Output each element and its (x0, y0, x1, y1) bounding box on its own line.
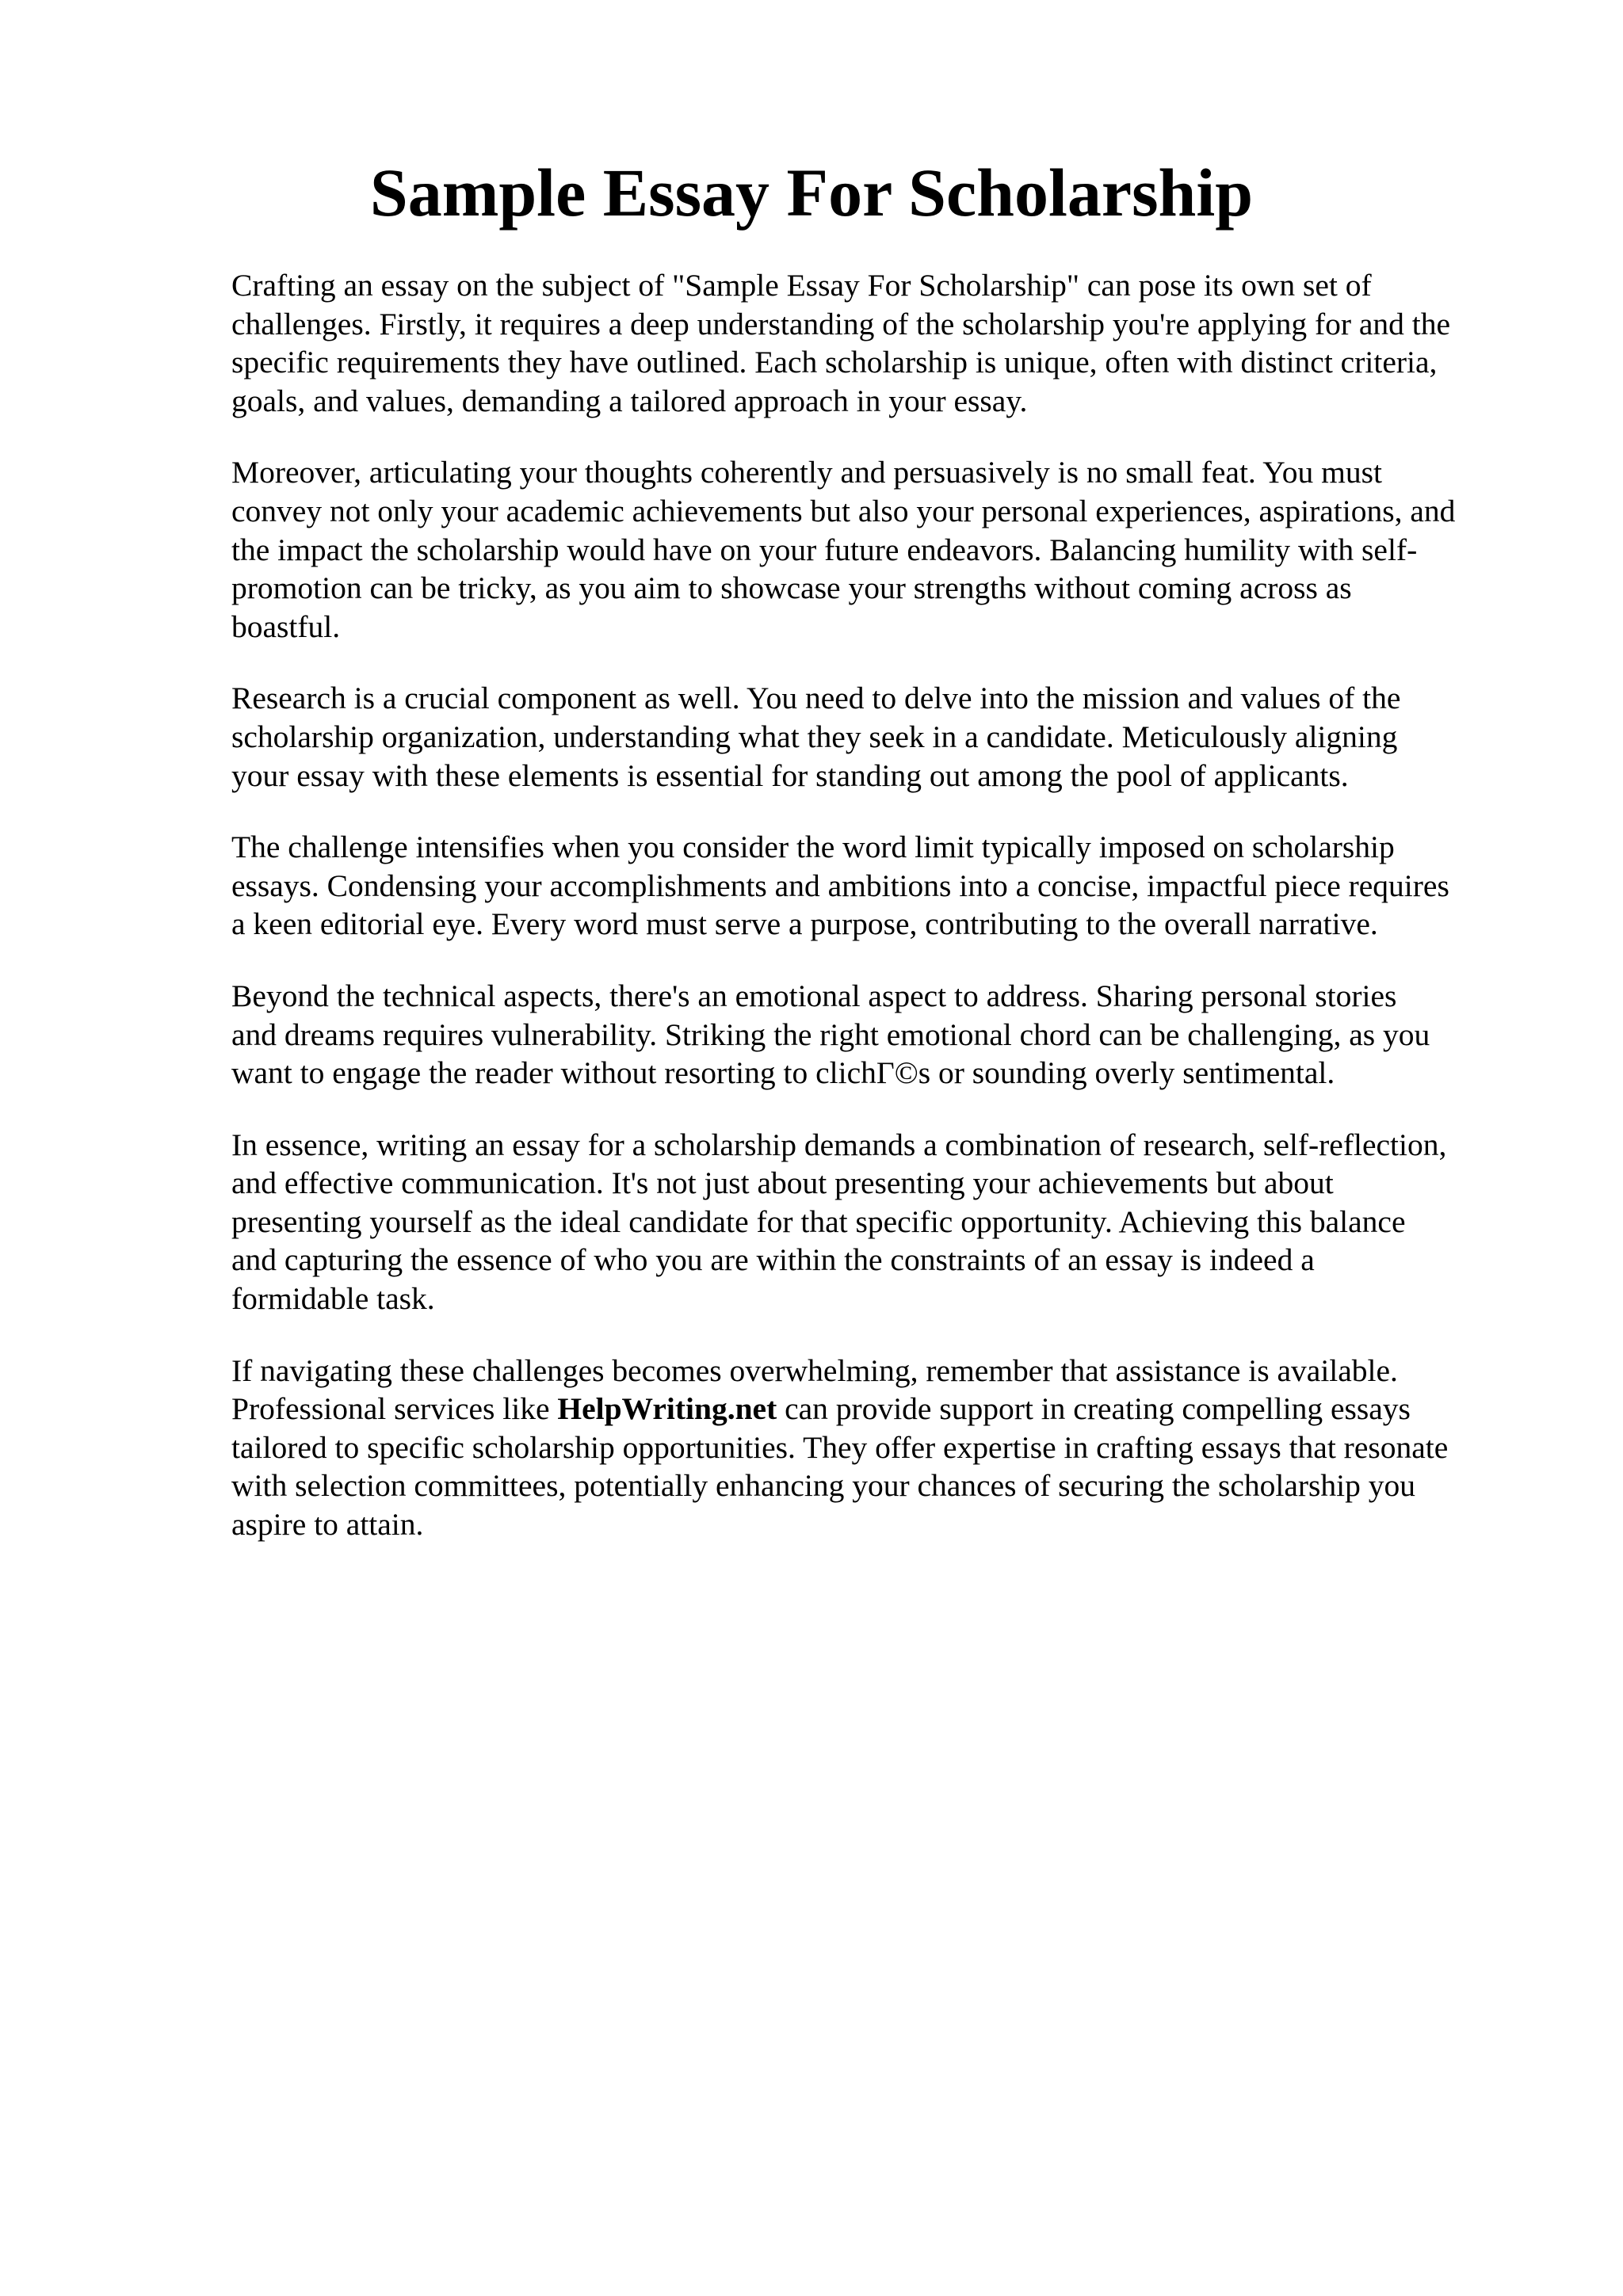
text-line: The challenge intensifies when you consider the word limit typically imposed on scholarship (231, 830, 1395, 865)
text-line: your essay with these elements is essential for standing out among the pool of applicants. (231, 757, 1349, 793)
text-line: and effective communication. It's not just about presenting your achievements but about (231, 1165, 1334, 1201)
text-line: the impact the scholarship would have on your future endeavors. Balancing humility with self- (231, 532, 1418, 567)
text-line: and capturing the essence of who you are within the constraints of an essay is indeed a (231, 1242, 1315, 1278)
paragraph-3 (231, 679, 1515, 795)
text-line: and dreams requires vulnerability. Striking the right emotional chord can be challenging, as you (231, 1016, 1430, 1052)
text-line: Research is a crucial component as well. You need to delve into the mission and values of the (231, 681, 1401, 716)
text-line: want to engage the reader without resorting to clichΓ©s or sounding overly sentimental. (231, 1055, 1335, 1091)
text-fragment: Professional services like (231, 1391, 558, 1427)
text-line: boastful. (231, 608, 341, 644)
page-title: Sample Essay For Scholarship (369, 154, 1254, 231)
text-fragment: can provide support in creating compelling essays (777, 1391, 1411, 1427)
text-line: Beyond the technical aspects, there's an emotional aspect to address. Sharing personal stories (231, 978, 1397, 1013)
paragraph-2 (231, 453, 1515, 646)
paragraph-4 (231, 828, 1515, 944)
text-line: tailored to specific scholarship opportunities. They offer expertise in crafting essays that resonate (231, 1429, 1449, 1465)
text-line: with selection committees, potentially enhancing your chances of securing the scholarship you (231, 1468, 1415, 1504)
text-line: a keen editorial eye. Every word must serve a purpose, contributing to the overall narrative. (231, 906, 1378, 942)
paragraph-5 (231, 977, 1515, 1093)
paragraph-6 (231, 1126, 1515, 1318)
text-line: challenges. Firstly, it requires a deep understanding of the scholarship you're applying for and the (231, 306, 1451, 341)
brand-name: HelpWriting.net (557, 1391, 777, 1427)
text-line: convey not only your academic achievements but also your personal experiences, aspirations, and (231, 493, 1456, 528)
text-line: goals, and values, demanding a tailored approach in your essay. (231, 383, 1028, 418)
text-line: Crafting an essay on the subject of "Sample Essay For Scholarship" can pose its own set of (231, 268, 1372, 303)
text-line: Moreover, articulating your thoughts coherently and persuasively is no small feat. You must (231, 455, 1382, 490)
text-line: In essence, writing an essay for a scholarship demands a combination of research, self-reflection, (231, 1127, 1447, 1162)
text-line: essays. Condensing your accomplishments and ambitions into a concise, impactful piece requires (231, 868, 1449, 903)
essay-body (231, 266, 1515, 1577)
text-line: promotion can be tricky, as you aim to showcase your strengths without coming across as (231, 570, 1352, 606)
text-line: aspire to attain. (231, 1507, 424, 1543)
text-line: formidable task. (231, 1281, 435, 1317)
text-line (231, 1390, 1515, 1428)
text-line: scholarship organization, understanding what they seek in a candidate. Meticulously aligning (231, 719, 1398, 754)
text-line: specific requirements they have outlined. Each scholarship is unique, often with distinct criteria, (231, 345, 1438, 380)
text-line: presenting yourself as the ideal candidate for that specific opportunity. Achieving this balance (231, 1203, 1406, 1239)
paragraph-1 (231, 266, 1515, 420)
text-line: If navigating these challenges becomes overwhelming, remember that assistance is available. (231, 1352, 1398, 1388)
paragraph-7 (231, 1352, 1515, 1544)
